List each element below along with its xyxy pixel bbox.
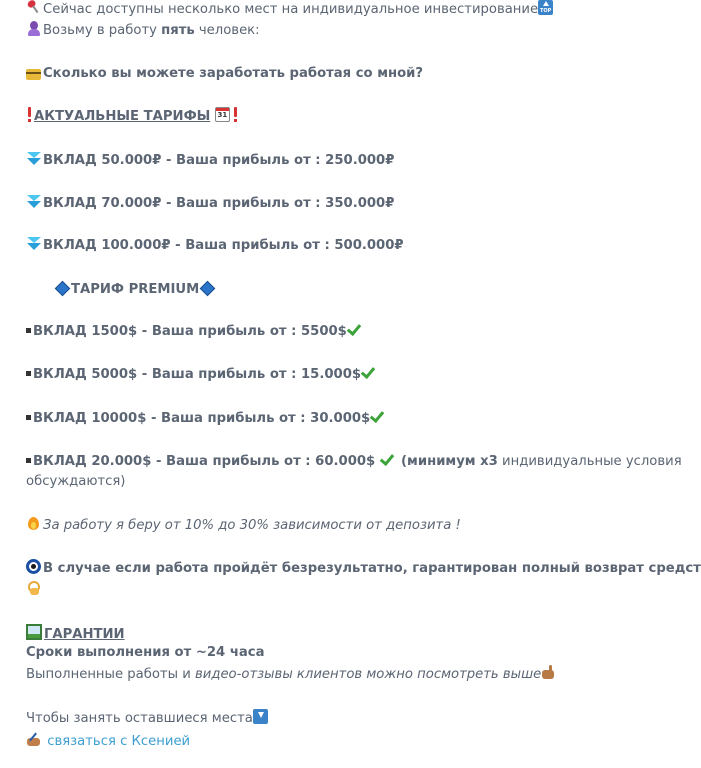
minimum-x3: (минимум х3 — [401, 454, 498, 469]
line-deposit-1500 — [26, 322, 364, 341]
check-mark-icon — [370, 409, 385, 424]
exclamation-icon — [232, 107, 238, 122]
line-ok — [26, 580, 43, 599]
line-deposit-20000 — [26, 452, 682, 471]
reviews-italic: видео-отзывы клиентов можно посмотреть выше — [194, 667, 542, 682]
contact-link[interactable]: связаться с Ксенией — [47, 734, 191, 749]
line-deposit-10000 — [26, 409, 387, 428]
small-square-icon — [26, 415, 31, 420]
line-intro — [26, 0, 555, 19]
blue-diamond-icon — [199, 280, 214, 295]
line-premium — [54, 280, 216, 299]
blue-diamond-icon — [54, 280, 69, 295]
fire-icon — [26, 516, 41, 531]
exclamation-icon — [26, 107, 32, 122]
pushpin-icon — [23, 0, 44, 18]
deposit-50000-text: ВКЛАД 50.000₽ - Ваша прибыль от : 250.000₽ — [43, 153, 395, 168]
calendar-icon — [215, 107, 230, 122]
line-deposit-70000 — [26, 194, 394, 213]
line-deposit-5000 — [26, 365, 378, 384]
gem-icon — [26, 194, 41, 209]
ok-hand-icon — [26, 580, 41, 595]
writing-hand-icon — [26, 732, 41, 747]
line-fee — [26, 516, 461, 535]
line-deadlines — [26, 644, 264, 662]
line-refund — [26, 559, 701, 578]
deposit-20000-text: ВКЛАД 20.000$ - Ваша прибыль от : 60.000$ — [33, 454, 380, 469]
line-contact — [26, 732, 190, 751]
deposit-70000-text: ВКЛАД 70.000₽ - Ваша прибыль от : 350.000₽ — [43, 196, 395, 211]
deadlines-text: Сроки выполнения от ~24 часа — [26, 645, 265, 660]
refund-text: В случае если работа пройдёт безрезультатно, гарантирован полный возврат средст — [43, 561, 701, 576]
individual-conditions: индивидуальные условия — [497, 454, 682, 469]
top-arrow-icon — [538, 0, 553, 15]
gem-icon — [26, 151, 41, 166]
gem-icon — [26, 236, 41, 251]
top-label: TOP — [539, 8, 552, 14]
credit-card-icon — [26, 69, 41, 80]
fee-text: За работу я беру от 10% до 30% зависимости от депозита ! — [43, 518, 461, 533]
calendar-day: 31 — [217, 111, 228, 119]
pointing-up-hand-icon — [541, 665, 556, 680]
premium-text: ТАРИФ PREMIUM — [71, 282, 200, 297]
deposit-5000-text: ВКЛАД 5000$ - Ваша прибыль от : 15.000$ — [33, 367, 362, 382]
nazar-amulet-icon — [26, 559, 41, 574]
five-bold: пять — [161, 23, 195, 38]
line-remaining — [26, 709, 270, 728]
discussed-text: обсуждаются) — [26, 474, 126, 489]
line-discussed — [26, 473, 125, 491]
check-mark-icon — [347, 322, 362, 337]
deposit-1500-text: ВКЛАД 1500$ - Ваша прибыль от : 5500$ — [33, 324, 347, 339]
five-pre: Возьму в работу — [43, 23, 162, 38]
line-five-people — [26, 21, 260, 40]
check-mark-icon — [380, 452, 395, 467]
guarantees-heading: ГАРАНТИИ — [44, 627, 125, 642]
how-much-text: Сколько вы можете заработать работая со мной? — [43, 66, 424, 81]
deposit-100000-text: ВКЛАД 100.000₽ - Ваша прибыль от : 500.000₽ — [43, 238, 404, 253]
small-square-icon — [26, 458, 31, 463]
down-arrow-icon — [253, 709, 268, 724]
line-guarantees — [26, 624, 125, 644]
line-deposit-100000 — [26, 236, 404, 255]
small-square-icon — [26, 328, 31, 333]
five-post: человек: — [194, 23, 260, 38]
line-how-much — [26, 65, 423, 83]
line-tariffs-heading — [26, 107, 240, 126]
framed-picture-icon — [26, 624, 42, 640]
deposit-10000-text: ВКЛАД 10000$ - Ваша прибыль от : 30.000$ — [33, 411, 371, 426]
line-deposit-50000 — [26, 151, 394, 170]
check-mark-icon — [361, 365, 376, 380]
person-raising-hand-icon — [26, 21, 41, 36]
remaining-text: Чтобы занять оставшиеся места — [26, 711, 253, 726]
reviews-pre: Выполненные работы и — [26, 667, 195, 682]
small-square-icon — [26, 371, 31, 376]
line-reviews — [26, 665, 558, 684]
intro-text: Сейчас доступны несколько мест на индивидуальное инвестирование — [43, 2, 539, 17]
tariffs-heading: АКТУАЛЬНЫЕ ТАРИФЫ — [34, 109, 211, 124]
